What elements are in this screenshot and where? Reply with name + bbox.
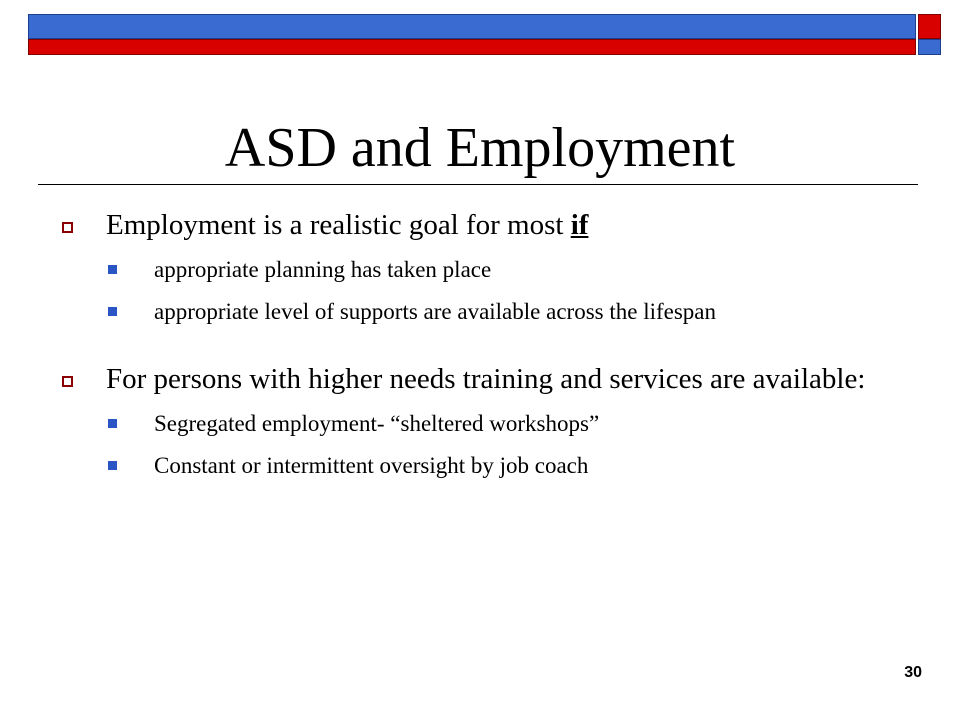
- corner-red-square: [918, 14, 941, 39]
- hollow-square-bullet-icon: [62, 376, 73, 387]
- hollow-square-bullet-icon: [62, 222, 73, 233]
- bullet-emphasis: if: [570, 209, 589, 241]
- sub-bullet-text: appropriate level of supports are available across the lifespan: [154, 299, 716, 324]
- sub-bullet-item: [62, 254, 882, 286]
- corner-blue-square: [918, 39, 941, 55]
- square-bullet-icon: [108, 265, 117, 274]
- square-bullet-icon: [108, 307, 117, 316]
- page-number: 30: [904, 664, 922, 681]
- bullet-text: Employment is a realistic goal for most: [106, 209, 571, 241]
- sub-bullet-item: [62, 450, 882, 482]
- bullet-list: [62, 206, 882, 482]
- top-red-bar: [28, 39, 916, 55]
- sub-bullet-item: [62, 296, 882, 328]
- sub-bullet-text: appropriate planning has taken place: [154, 257, 492, 282]
- slide-title: ASD and Employment: [224, 117, 736, 179]
- sub-bullet-text: Constant or intermittent oversight by job coach: [154, 453, 589, 478]
- sub-bullet-text: Segregated employment- “sheltered workshops”: [154, 411, 600, 436]
- bullet-item: [62, 360, 882, 398]
- title-divider: [38, 184, 918, 185]
- sub-bullet-item: [62, 408, 882, 440]
- bullet-text: For persons with higher needs training and services are available:: [106, 363, 866, 395]
- top-blue-bar: [28, 14, 916, 39]
- square-bullet-icon: [108, 461, 117, 470]
- bullet-item: [62, 206, 882, 244]
- square-bullet-icon: [108, 419, 117, 428]
